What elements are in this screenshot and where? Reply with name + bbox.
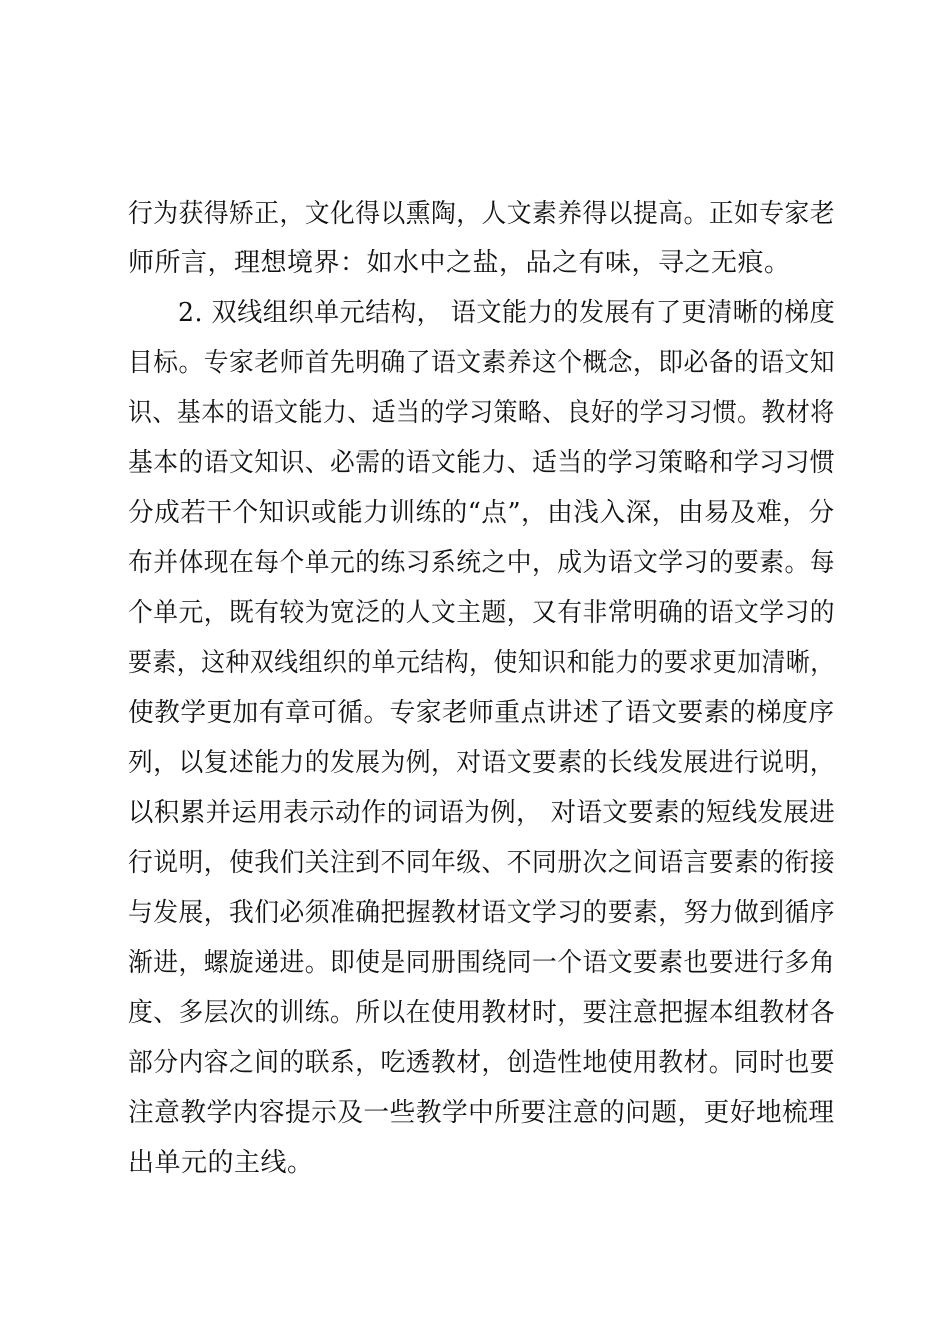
text-line: 基本的语文知识、必需的语文能力、适当的学习策略和学习习惯 (128, 448, 835, 478)
text-line: 出单元的主线。 (128, 1148, 314, 1178)
text-line: 度、多层次的训练。所以在使用教材时，要注意把握本组教材各 (128, 998, 835, 1028)
text-line: 行为获得矫正，文化得以熏陶，人文素养得以提高。正如专家老 (128, 199, 835, 229)
text-line: 识、基本的语文能力、适当的学习策略、良好的学习习惯。教材将 (128, 398, 835, 428)
text-line: 渐进，螺旋递进。即使是同册围绕同一个语文要素也要进行多角 (128, 948, 835, 978)
text-line: 注意教学内容提示及一些教学中所要注意的问题，更好地梳理 (128, 1098, 835, 1128)
text-line: 要素，这种双线组织的单元结构，使知识和能力的要求更加清晰， (128, 648, 835, 678)
text-line: 与发展，我们必须准确把握教材语文学习的要素，努力做到循序 (128, 898, 835, 928)
text-line: 行说明，使我们关注到不同年级、不同册次之间语言要素的衔接 (128, 848, 835, 878)
text-line: 使教学更加有章可循。专家老师重点讲述了语文要素的梯度序 (128, 698, 835, 728)
text-line: 以积累并运用表示动作的词语为例， 对语文要素的短线发展进 (128, 798, 836, 828)
text-line: 个单元，既有较为宽泛的人文主题，又有非常明确的语文学习的 (128, 598, 835, 628)
text-line: 目标。专家老师首先明确了语文素养这个概念，即必备的语文知 (128, 348, 835, 378)
text-line: 分成若干个知识或能力训练的“点”，由浅入深，由易及难，分 (128, 498, 835, 528)
text-line: 2. 双线组织单元结构， 语文能力的发展有了更清晰的梯度 (178, 298, 836, 328)
text-line: 部分内容之间的联系，吃透教材，创造性地使用教材。同时也要 (128, 1048, 835, 1078)
text-line: 布并体现在每个单元的练习系统之中，成为语文学习的要素。每 (128, 548, 835, 578)
text-line: 师所言，理想境界：如水中之盐，品之有味，寻之无痕。 (128, 248, 791, 278)
text-line: 列，以复述能力的发展为例，对语文要素的长线发展进行说明， (128, 748, 835, 778)
